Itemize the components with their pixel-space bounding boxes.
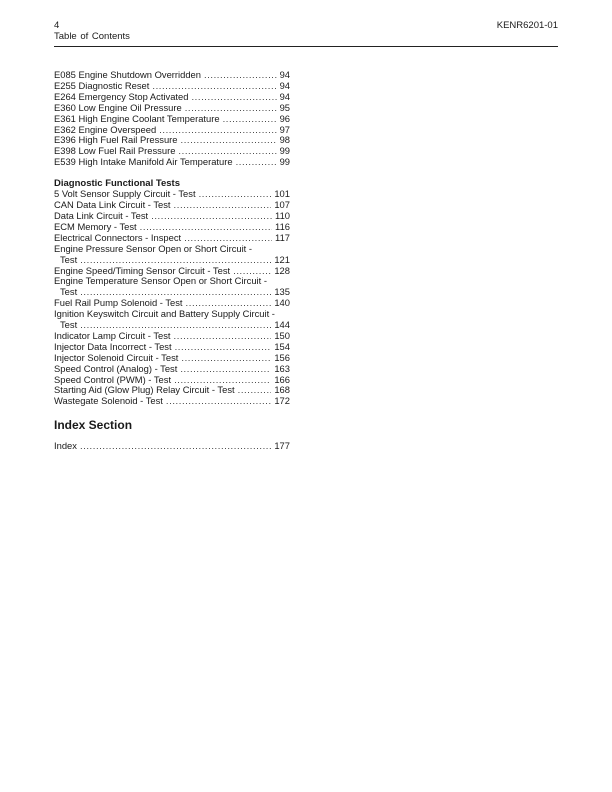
toc-entry-label: Ignition Keyswitch Circuit and Battery Supply Circuit - [54,308,275,320]
dot-leader [238,385,272,396]
document-id: KENR6201-01 [496,20,558,31]
toc-entry[interactable] [54,364,290,375]
toc-entry-label: Injector Data Incorrect - Test [54,340,172,352]
toc-entry-page: 128 [274,264,290,276]
toc-entry-page: 95 [279,101,290,113]
toc-entry-label: Wastegate Solenoid - Test [54,395,163,407]
index-section-list [54,441,290,452]
toc-entry-label: E398 Low Fuel Rail Pressure [54,145,176,157]
toc-entry[interactable] [54,103,290,114]
toc-entry-label: Engine Pressure Sensor Open or Short Circuit - [54,242,253,254]
toc-entry-label: E360 Low Engine Oil Pressure [54,101,182,113]
toc-entry-page: 121 [274,253,290,265]
section-title: Table of Contents [54,31,130,42]
page-header [54,20,558,47]
toc-entry-page: 135 [274,286,290,298]
toc-entry-page: 166 [274,373,290,385]
dot-leader [199,189,272,200]
dot-leader [236,157,277,168]
toc-entry-continuation: Test [60,253,78,265]
toc-entry-page: 99 [279,156,290,168]
toc-entry-page: 117 [275,231,290,243]
dot-leader [151,211,272,222]
toc-entry[interactable] [54,441,290,452]
toc-entry[interactable] [54,309,290,331]
toc-entry[interactable] [54,244,290,266]
diagnostic-functional-tests-list [54,189,290,407]
dot-leader [175,342,272,353]
toc-entry-label: Starting Aid (Glow Plug) Relay Circuit - Test [54,384,235,396]
toc-entry-page: 107 [274,199,290,211]
toc-entry-label: 5 Volt Sensor Supply Circuit - Test [54,188,196,200]
toc-entry-label: Fuel Rail Pump Solenoid - Test [54,297,183,309]
toc-entry-page: 110 [275,209,290,221]
toc-entry-label: E361 High Engine Coolant Temperature [54,112,220,124]
dot-leader [223,114,277,125]
toc-entry-label: Electrical Connectors - Inspect [54,231,182,243]
toc-entry-label: Engine Temperature Sensor Open or Short Circuit - [54,275,267,287]
toc-entry-label: Speed Control (Analog) - Test [54,362,178,374]
event-codes-list [54,70,290,168]
toc-entry-label: Indicator Lamp Circuit - Test [54,329,171,341]
toc-entry-page: 140 [274,297,290,309]
toc-entry[interactable] [54,157,290,168]
toc-entry-page: 150 [274,329,290,341]
toc-entry-label: E539 High Intake Manifold Air Temperature [54,156,233,168]
dot-leader [181,353,271,364]
toc-entry-page: 163 [274,362,290,374]
toc-entry-page: 94 [279,90,290,102]
toc-entry-label: CAN Data Link Circuit - Test [54,199,171,211]
toc-entry-label: E362 Engine Overspeed [54,123,157,135]
dot-leader [174,200,272,211]
toc-entry-page: 94 [279,69,290,80]
dot-leader [174,331,272,342]
toc-entry-page: 101 [274,188,290,200]
toc-entry-label: Injector Solenoid Circuit - Test [54,351,179,363]
toc-entry-label: E264 Emergency Stop Activated [54,90,189,102]
toc-entry-page: 156 [274,351,290,363]
page-number: 4 [54,20,60,31]
toc-entry-label: Index [54,440,77,452]
dot-leader [181,135,277,146]
toc-entry-page: 144 [274,319,290,331]
toc-entry[interactable] [54,114,290,125]
toc-entry-continuation: Test [60,286,78,298]
toc-entry-label: Speed Control (PWM) - Test [54,373,172,385]
toc-entry-page: 94 [279,79,290,91]
index-section-heading: Index Section [54,418,133,433]
toc-entry[interactable] [54,396,290,407]
toc-entry-label: E085 Engine Shutdown Overridden [54,69,201,80]
toc-entry-page: 96 [279,112,290,124]
dot-leader [80,441,271,452]
toc-entry-page: 116 [275,220,290,232]
toc-entry-page: 172 [274,395,290,407]
toc-entry-page: 177 [274,440,290,452]
toc-entry-page: 168 [274,384,290,396]
toc-entry-label: Data Link Circuit - Test [54,209,149,221]
dot-leader [191,92,276,103]
toc-entry-page: 154 [274,340,290,352]
diagnostic-functional-tests-heading: Diagnostic Functional Tests [54,178,180,190]
dot-leader [80,255,271,266]
toc-entry[interactable] [54,276,290,298]
dot-leader [185,103,277,114]
toc-entry-label: E396 High Fuel Rail Pressure [54,134,178,146]
toc-entry-label: ECM Memory - Test [54,220,137,232]
dot-leader [180,364,271,375]
toc-entry-page: 99 [279,145,290,157]
table-of-contents [54,70,290,452]
toc-entry-label: Engine Speed/Timing Sensor Circuit - Test [54,264,231,276]
toc-entry-continuation: Test [60,319,78,331]
dot-leader [204,70,277,81]
toc-entry-label: E255 Diagnostic Reset [54,79,150,91]
toc-entry-page: 97 [279,123,290,135]
toc-entry-page: 98 [279,134,290,146]
dot-leader [166,396,271,407]
